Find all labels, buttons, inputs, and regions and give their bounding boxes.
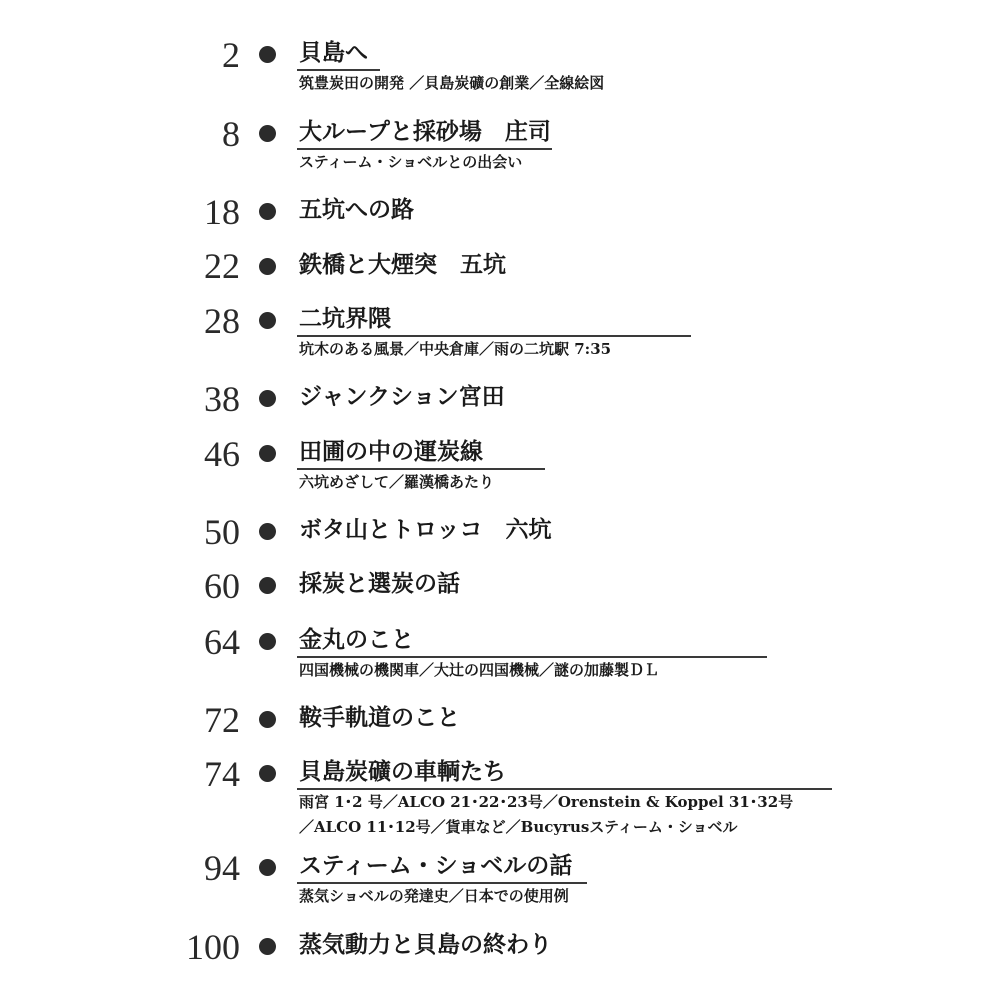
entry-subtitle: 坑木のある風景／中央倉庫／雨の二坑駅 7:35 (299, 340, 612, 358)
page-number: 94 (204, 848, 240, 888)
entry-title: 採炭と選炭の話 (299, 570, 460, 597)
title-underline (297, 788, 832, 790)
entry-title: 蒸気動力と貝島の終わり (299, 931, 552, 958)
page-number: 100 (186, 927, 240, 967)
entry-title: スティーム・ショベルの話 (299, 852, 573, 879)
entry-subtitle: 四国機械の機関車／大辻の四国機械／謎の加藤製ＤＬ (299, 661, 660, 679)
entry-title: 田圃の中の運炭線 (299, 438, 483, 465)
entry-title: ボタ山とトロッコ 六坑 (299, 516, 552, 543)
entry-subtitle: ／ALCO 11･12号／貨車など／Bucyrusスティーム・ショベル (299, 818, 738, 836)
page-number: 8 (222, 114, 240, 154)
bullet-icon (259, 633, 276, 650)
title-underline (297, 656, 767, 658)
page-number: 60 (204, 566, 240, 606)
entry-title: 五坑への路 (299, 196, 414, 223)
entry-title: ジャンクション宮田 (299, 383, 505, 410)
title-underline (297, 468, 545, 470)
entry-subtitle: スティーム・ショベルとの出会い (299, 153, 523, 171)
page-number: 18 (204, 192, 240, 232)
bullet-icon (259, 125, 276, 142)
entry-subtitle: 雨宮 1･2 号／ALCO 21･22･23号／Orenstein & Koppel 31･32号 (299, 793, 794, 811)
bullet-icon (259, 523, 276, 540)
page-number: 72 (204, 700, 240, 740)
title-underline (297, 882, 587, 884)
page-number: 28 (204, 301, 240, 341)
bullet-icon (259, 859, 276, 876)
bullet-icon (259, 46, 276, 63)
bullet-icon (259, 938, 276, 955)
bullet-icon (259, 312, 276, 329)
bullet-icon (259, 445, 276, 462)
bullet-icon (259, 203, 276, 220)
bullet-icon (259, 711, 276, 728)
page-number: 74 (204, 754, 240, 794)
entry-title: 金丸のこと (299, 626, 414, 653)
page-number: 38 (204, 379, 240, 419)
entry-title: 鞍手軌道のこと (299, 704, 460, 731)
entry-title: 二坑界隈 (299, 305, 391, 332)
bullet-icon (259, 577, 276, 594)
bullet-icon (259, 390, 276, 407)
entry-subtitle: 筑豊炭田の開発 ／貝島炭礦の創業／全線絵図 (299, 74, 605, 92)
bullet-icon (259, 258, 276, 275)
entry-title: 貝島炭礦の車輌たち (299, 758, 506, 785)
page-number: 22 (204, 246, 240, 286)
entry-title: 大ループと採砂場 庄司 (299, 118, 551, 145)
page-number: 64 (204, 622, 240, 662)
bullet-icon (259, 765, 276, 782)
entry-subtitle: 六坑めざして／羅漢橋あたり (299, 473, 495, 491)
title-underline (297, 148, 552, 150)
title-underline (297, 335, 691, 337)
entry-title: 貝島へ (299, 39, 368, 66)
page-number: 2 (222, 35, 240, 75)
page-number: 46 (204, 434, 240, 474)
title-underline (297, 69, 380, 71)
entry-subtitle: 蒸気ショベルの発達史／日本での使用例 (299, 887, 569, 905)
entry-title: 鉄橋と大煙突 五坑 (299, 251, 506, 278)
page-number: 50 (204, 512, 240, 552)
